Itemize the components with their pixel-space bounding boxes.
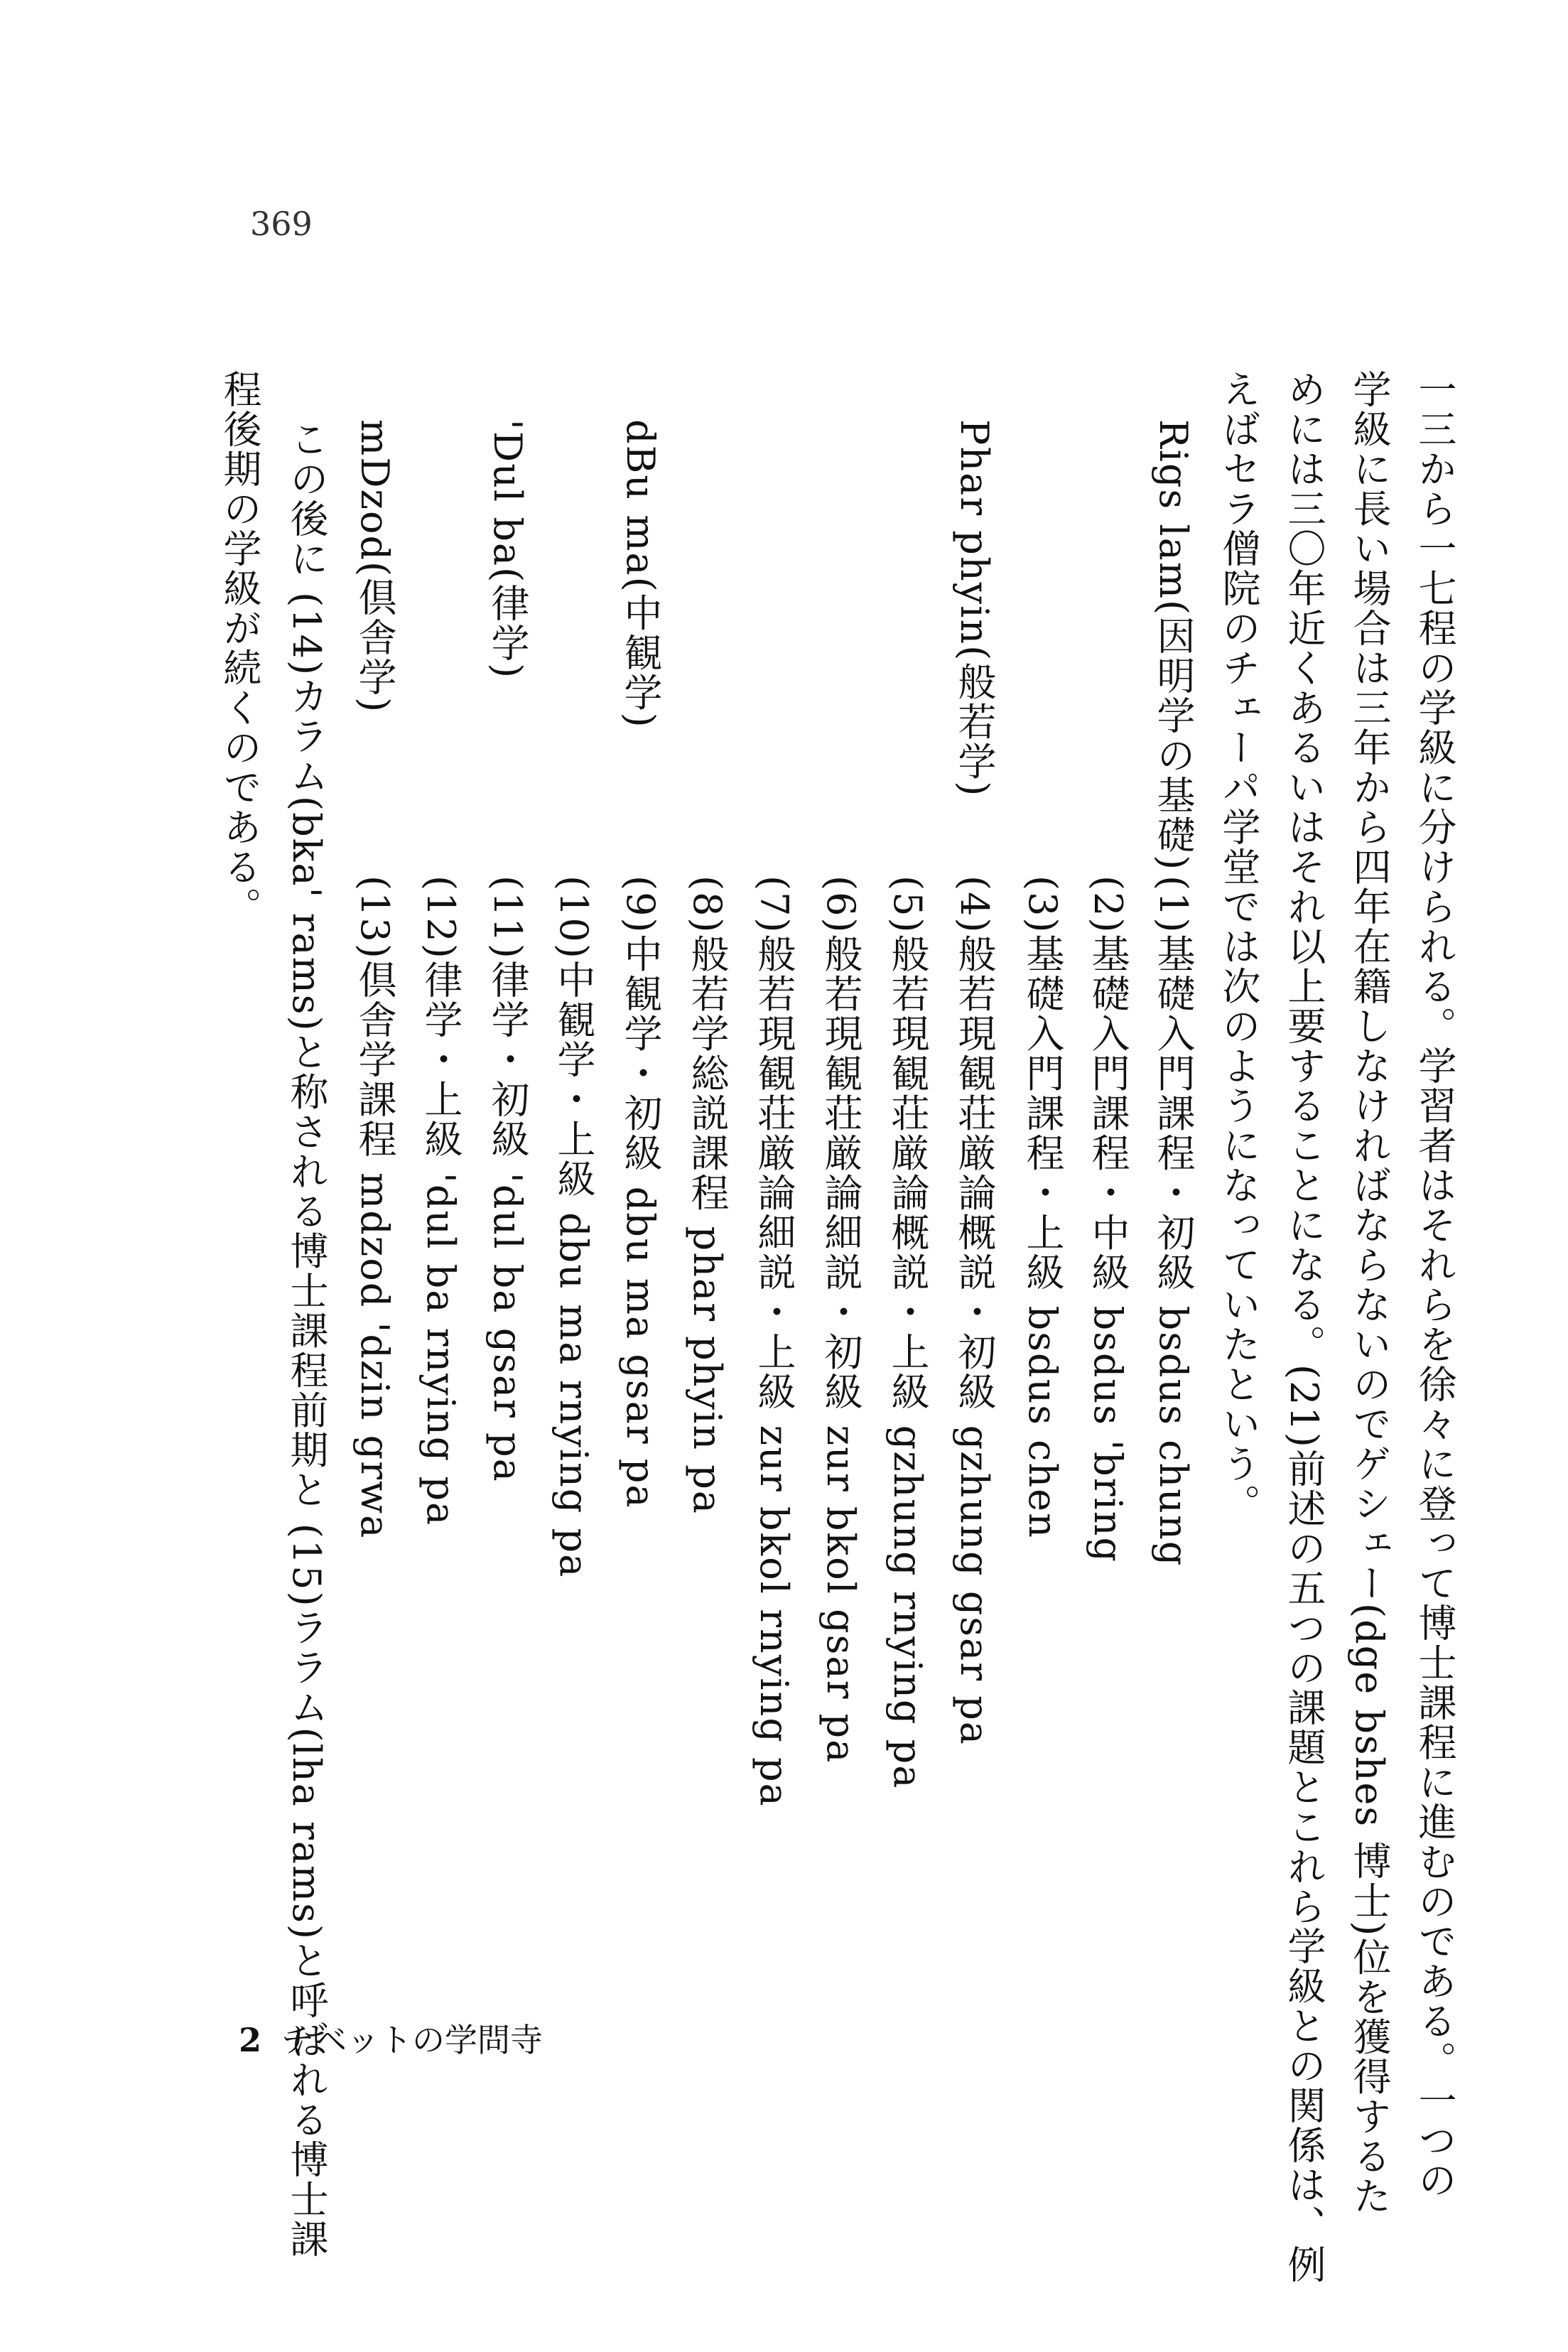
subject-heading: Phar phyin(般若学) [952, 419, 997, 798]
subject-heading: 'Dul ba(律学) [485, 419, 530, 680]
subject-heading: Rigs lam(因明学の基礎) [1151, 419, 1196, 872]
paragraph-line: 一三から一七程の学級に分けられる。学習者はそれらを徐々に登って博士課程に進むのである。一つの [1412, 369, 1457, 2200]
course-item: (5)般若現観荘厳論概説・上級 gzhung rnying pa [885, 875, 930, 1790]
course-item: (13)倶舎学課程 mdzod 'dzin grwa [352, 875, 397, 1540]
subject-heading: dBu ma(中観学) [618, 419, 663, 729]
paragraph-line: めには三〇年近くあるいはそれ以上要することになる。(21)前述の五つの課題とこれら学級との関係は、例 [1282, 369, 1326, 2284]
paragraph-line: えばセラ僧院のチェーパ学堂では次のようになっていたという。 [1216, 369, 1261, 1523]
page-number: 369 [250, 205, 313, 243]
course-item: (2)基礎入門課程・中級 bsdus 'bring [1086, 875, 1130, 1563]
paragraph-line: この後に (14)カラム(bka' rams)と称される博士課程前期と (15)ララム(lha rams)と呼ばれる博士課 [284, 419, 329, 2260]
course-item: (11)律学・初級 'dul ba gsar pa [485, 875, 530, 1483]
course-item: (8)般若学総説課程 phar phyin pa [685, 875, 730, 1516]
course-item: (12)律学・上級 'dul ba rnying pa [418, 875, 463, 1527]
course-item: (9)中観学・初級 dbu ma gsar pa [618, 875, 663, 1509]
chapter-title: チベットの学問寺 [281, 2021, 544, 2059]
course-item: (7)般若現観荘厳論細説・上級 zur bkol rnying pa [752, 875, 796, 1808]
course-item: (1)基礎入門課程・初級 bsdus chung [1151, 875, 1196, 1568]
subject-heading: mDzod(倶舎学) [352, 419, 397, 714]
course-item: (6)般若現観荘厳論細説・初級 zur bkol gsar pa [818, 875, 863, 1764]
course-item: (3)基礎入門課程・上級 bsdus chen [1020, 875, 1065, 1539]
paragraph-line: 学級に長い場合は三年から四年在籍しなければならないのでゲシェー(dge bshes 博士)位を獲得するた [1347, 369, 1392, 2216]
course-item: (4)般若現観荘厳論概説・初級 gzhung gsar pa [952, 875, 997, 1746]
course-item: (10)中観学・上級 dbu ma rnying pa [551, 875, 596, 1579]
running-footer [239, 2014, 543, 2061]
chapter-number: 2 [239, 2021, 262, 2059]
paragraph-line: 程後期の学級が続くのである。 [217, 369, 262, 927]
